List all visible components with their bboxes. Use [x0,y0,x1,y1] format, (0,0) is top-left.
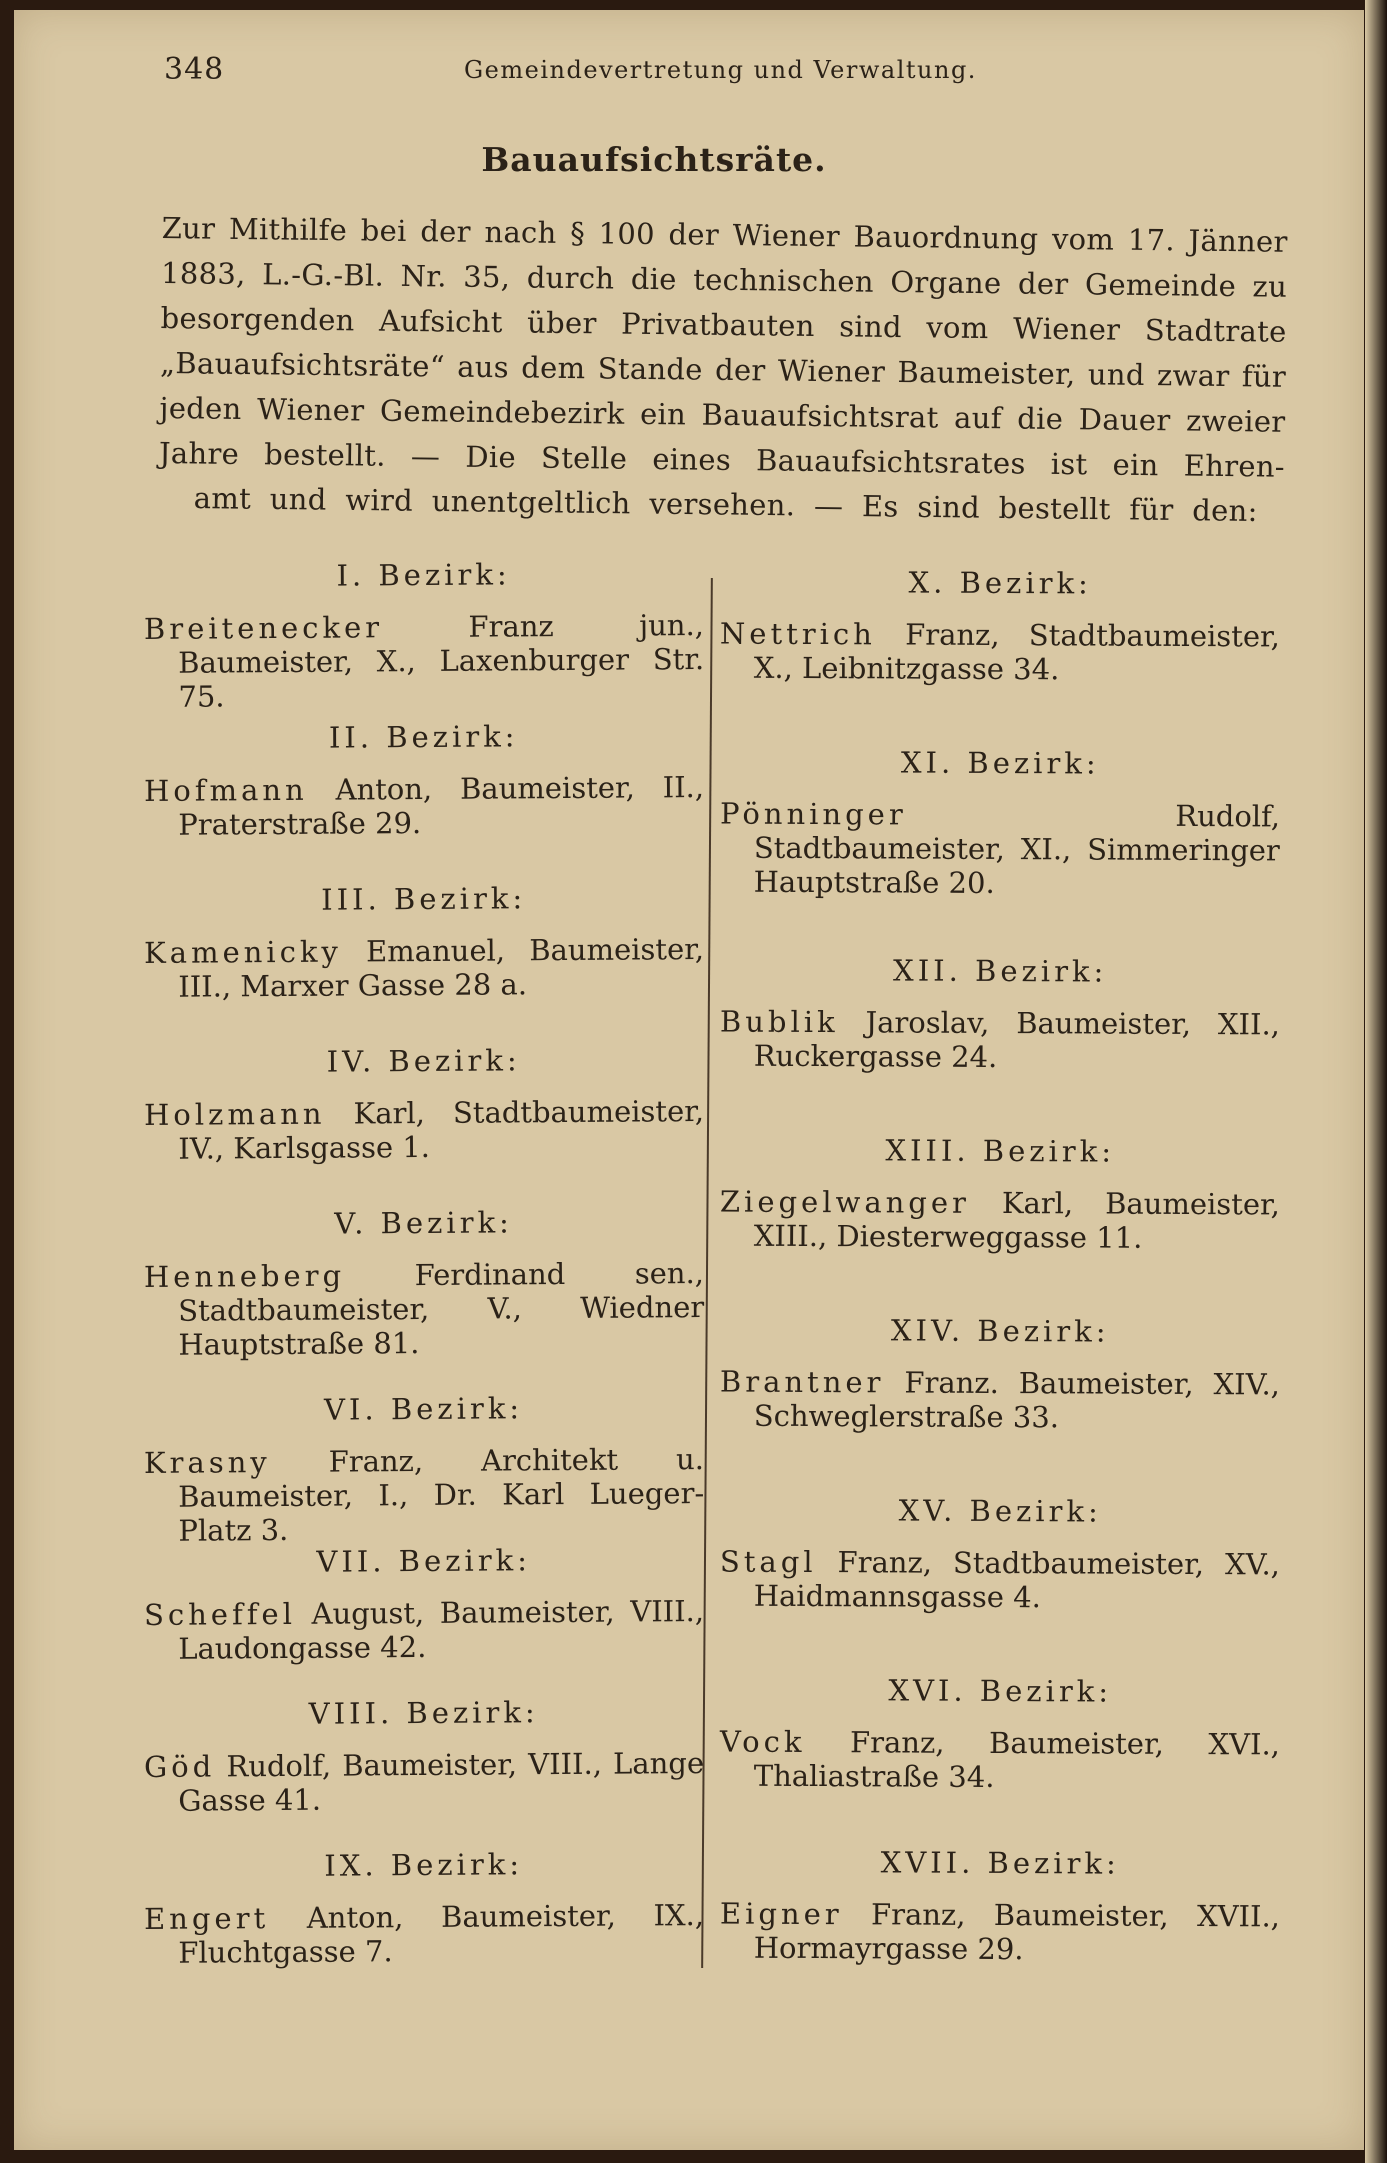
appointee-details: Anton, Baumeister, IX., Fluchtgasse 7. [178,1898,705,1970]
appointee-surname: Scheffel [143,1596,297,1632]
running-header [164,52,1304,92]
district-entry [720,1845,1281,1968]
appointee-details: Rudolf, Baumeister, VIII., Lange Gasse 41. [178,1746,705,1818]
appointee-details: Franz, Baumeister, XVII., Hormayrgasse 29. [753,1897,1281,1967]
district-heading: IX. Bezirk: [324,1847,524,1883]
appointee [720,1005,1280,1076]
appointee [144,1094,704,1166]
appointee-surname: Göd [143,1749,216,1784]
district-heading: IV. Bezirk: [326,1043,521,1079]
district-entry [143,556,704,714]
appointee [720,1185,1280,1256]
district-entry [144,718,705,842]
appointee-surname: Henneberg [143,1258,346,1294]
book-page [14,10,1364,2150]
appointee-surname: Engert [143,1901,270,1936]
district-heading: XIII. Bezirk: [885,1133,1116,1169]
district-heading: XV. Bezirk: [898,1493,1102,1529]
district-entry [143,1204,704,1362]
district-entry [144,1846,705,1970]
appointee-surname: Hofmann [143,772,308,808]
district-entry [720,1493,1281,1616]
district-heading: III. Bezirk: [321,881,527,917]
appointee-surname: Holzmann [143,1096,326,1132]
appointee-details: Franz jun., Baumeister, X., Laxenburger Str. 75. [178,608,705,714]
district-entry [720,745,1281,902]
district-entry [720,953,1281,1076]
appointee-details: Franz, Architekt u. Baumeister, I., Dr. Karl Lueger-Platz 3. [178,1442,705,1548]
district-heading: II. Bezirk: [328,719,519,755]
appointee-surname: Brantner [719,1364,885,1400]
appointee [144,932,704,1004]
appointee-surname: Kamenicky [143,934,342,970]
district-entry [144,1042,705,1166]
appointee-details: Ferdinand sen., Stadtbaumeister, V., Wiedner Hauptstraße 81. [178,1256,705,1362]
district-heading: X. Bezirk: [908,565,1092,601]
page-edge-shadow [1365,0,1387,2163]
appointee-details: August, Baumeister, VIII., Laudongasse 42. [178,1594,705,1666]
appointee [144,1256,705,1362]
district-entry [720,1313,1281,1436]
district-entry [144,880,705,1004]
appointee-details: Franz, Stadtbaumeister, XV., Haidmannsgasse 4. [753,1545,1281,1615]
running-title: Gemeindevertretung und Verwaltung. [464,56,977,84]
appointee [720,1725,1280,1796]
appointee [144,1442,705,1548]
appointee [144,770,704,842]
appointee-details: Karl, Baumeister, XIII., Diesterweggasse 11. [753,1186,1281,1255]
appointee-surname: Krasny [143,1445,271,1480]
intro-last-line: amt und wird unentgeltlich versehen. — Es sind bestellt für den: [193,480,1258,528]
appointee [144,608,705,714]
district-entry [144,1542,705,1666]
appointee [720,1545,1280,1616]
appointee-details: Emanuel, Baumeister, III., Marxer Gasse 28 a. [178,932,705,1004]
district-heading: XVI. Bezirk: [888,1673,1113,1709]
appointee-surname: Eigner [719,1896,843,1932]
district-entry [720,1133,1281,1256]
district-heading: V. Bezirk: [334,1205,513,1241]
appointee-details: Rudolf, Stadtbaumeister, XI., Simmeringer Hauptstraße 20. [753,798,1281,900]
appointee [720,1365,1280,1436]
appointee [720,617,1280,688]
appointee-details: Karl, Stadtbaumeister, IV., Karlsgasse 1. [178,1094,705,1166]
intro-paragraph: Zur Mithilfe bei der nach § 100 der Wiener Bauordnung vom 17. Jänner 1883, L.-G.-Bl. Nr. 35, durch die technischen Organe der Gemeinde zu besorgenden Aufsicht über Privatbauten sind vom Wiener Stadtrate „Bauaufsichtsräte“ aus dem Stande der Wiener Baumeister, und zwar für jeden Wiener Gemeindebezirk ein Bauaufsichtsrat auf die Dauer zweier Jahre bestellt. — Die Stelle eines Bauaufsichtsrates ist ein Ehren- [158,210,1288,484]
appointee [720,1897,1280,1968]
page-number: 348 [164,52,225,87]
appointee-surname: Nettrich [719,616,876,652]
appointee-details: Anton, Baumeister, II., Praterstraße 29. [178,770,705,842]
appointee-surname: Pönninger [719,796,907,832]
appointee-details: Franz, Stadtbaumeister, X., Leibnitzgasse 34. [753,617,1281,687]
appointee-details: Franz, Baumeister, XVI., Thaliastraße 34. [753,1725,1281,1794]
district-heading: VIII. Bezirk: [308,1695,539,1731]
appointee [720,797,1281,902]
district-heading: XVII. Bezirk: [880,1845,1120,1881]
appointee-surname: Stagl [719,1544,817,1580]
appointee-surname: Ziegelwanger [719,1184,971,1220]
appointee-details: Franz. Baumeister, XIV., Schweglerstraße 33. [753,1365,1281,1435]
section-title: Bauaufsichtsräte. [481,140,827,179]
appointee [144,1746,704,1818]
district-heading: XI. Bezirk: [900,745,1100,781]
appointee-details: Jaroslav, Baumeister, XII., Ruckergasse 24. [753,1005,1281,1074]
appointee [144,1898,704,1970]
district-entry [144,1694,705,1818]
appointee-surname: Bublik [719,1004,839,1040]
appointee [144,1594,704,1666]
appointee-surname: Breitenecker [143,610,384,646]
appointee-surname: Vock [719,1724,806,1759]
district-entry [143,1390,704,1548]
district-heading: I. Bezirk: [336,557,511,593]
district-entry [720,565,1281,688]
district-heading: XIV. Bezirk: [890,1313,1110,1349]
district-heading: VI. Bezirk: [323,1391,524,1427]
district-heading: XII. Bezirk: [893,953,1108,989]
district-entry [720,1673,1281,1796]
district-heading: VII. Bezirk: [316,1543,532,1579]
